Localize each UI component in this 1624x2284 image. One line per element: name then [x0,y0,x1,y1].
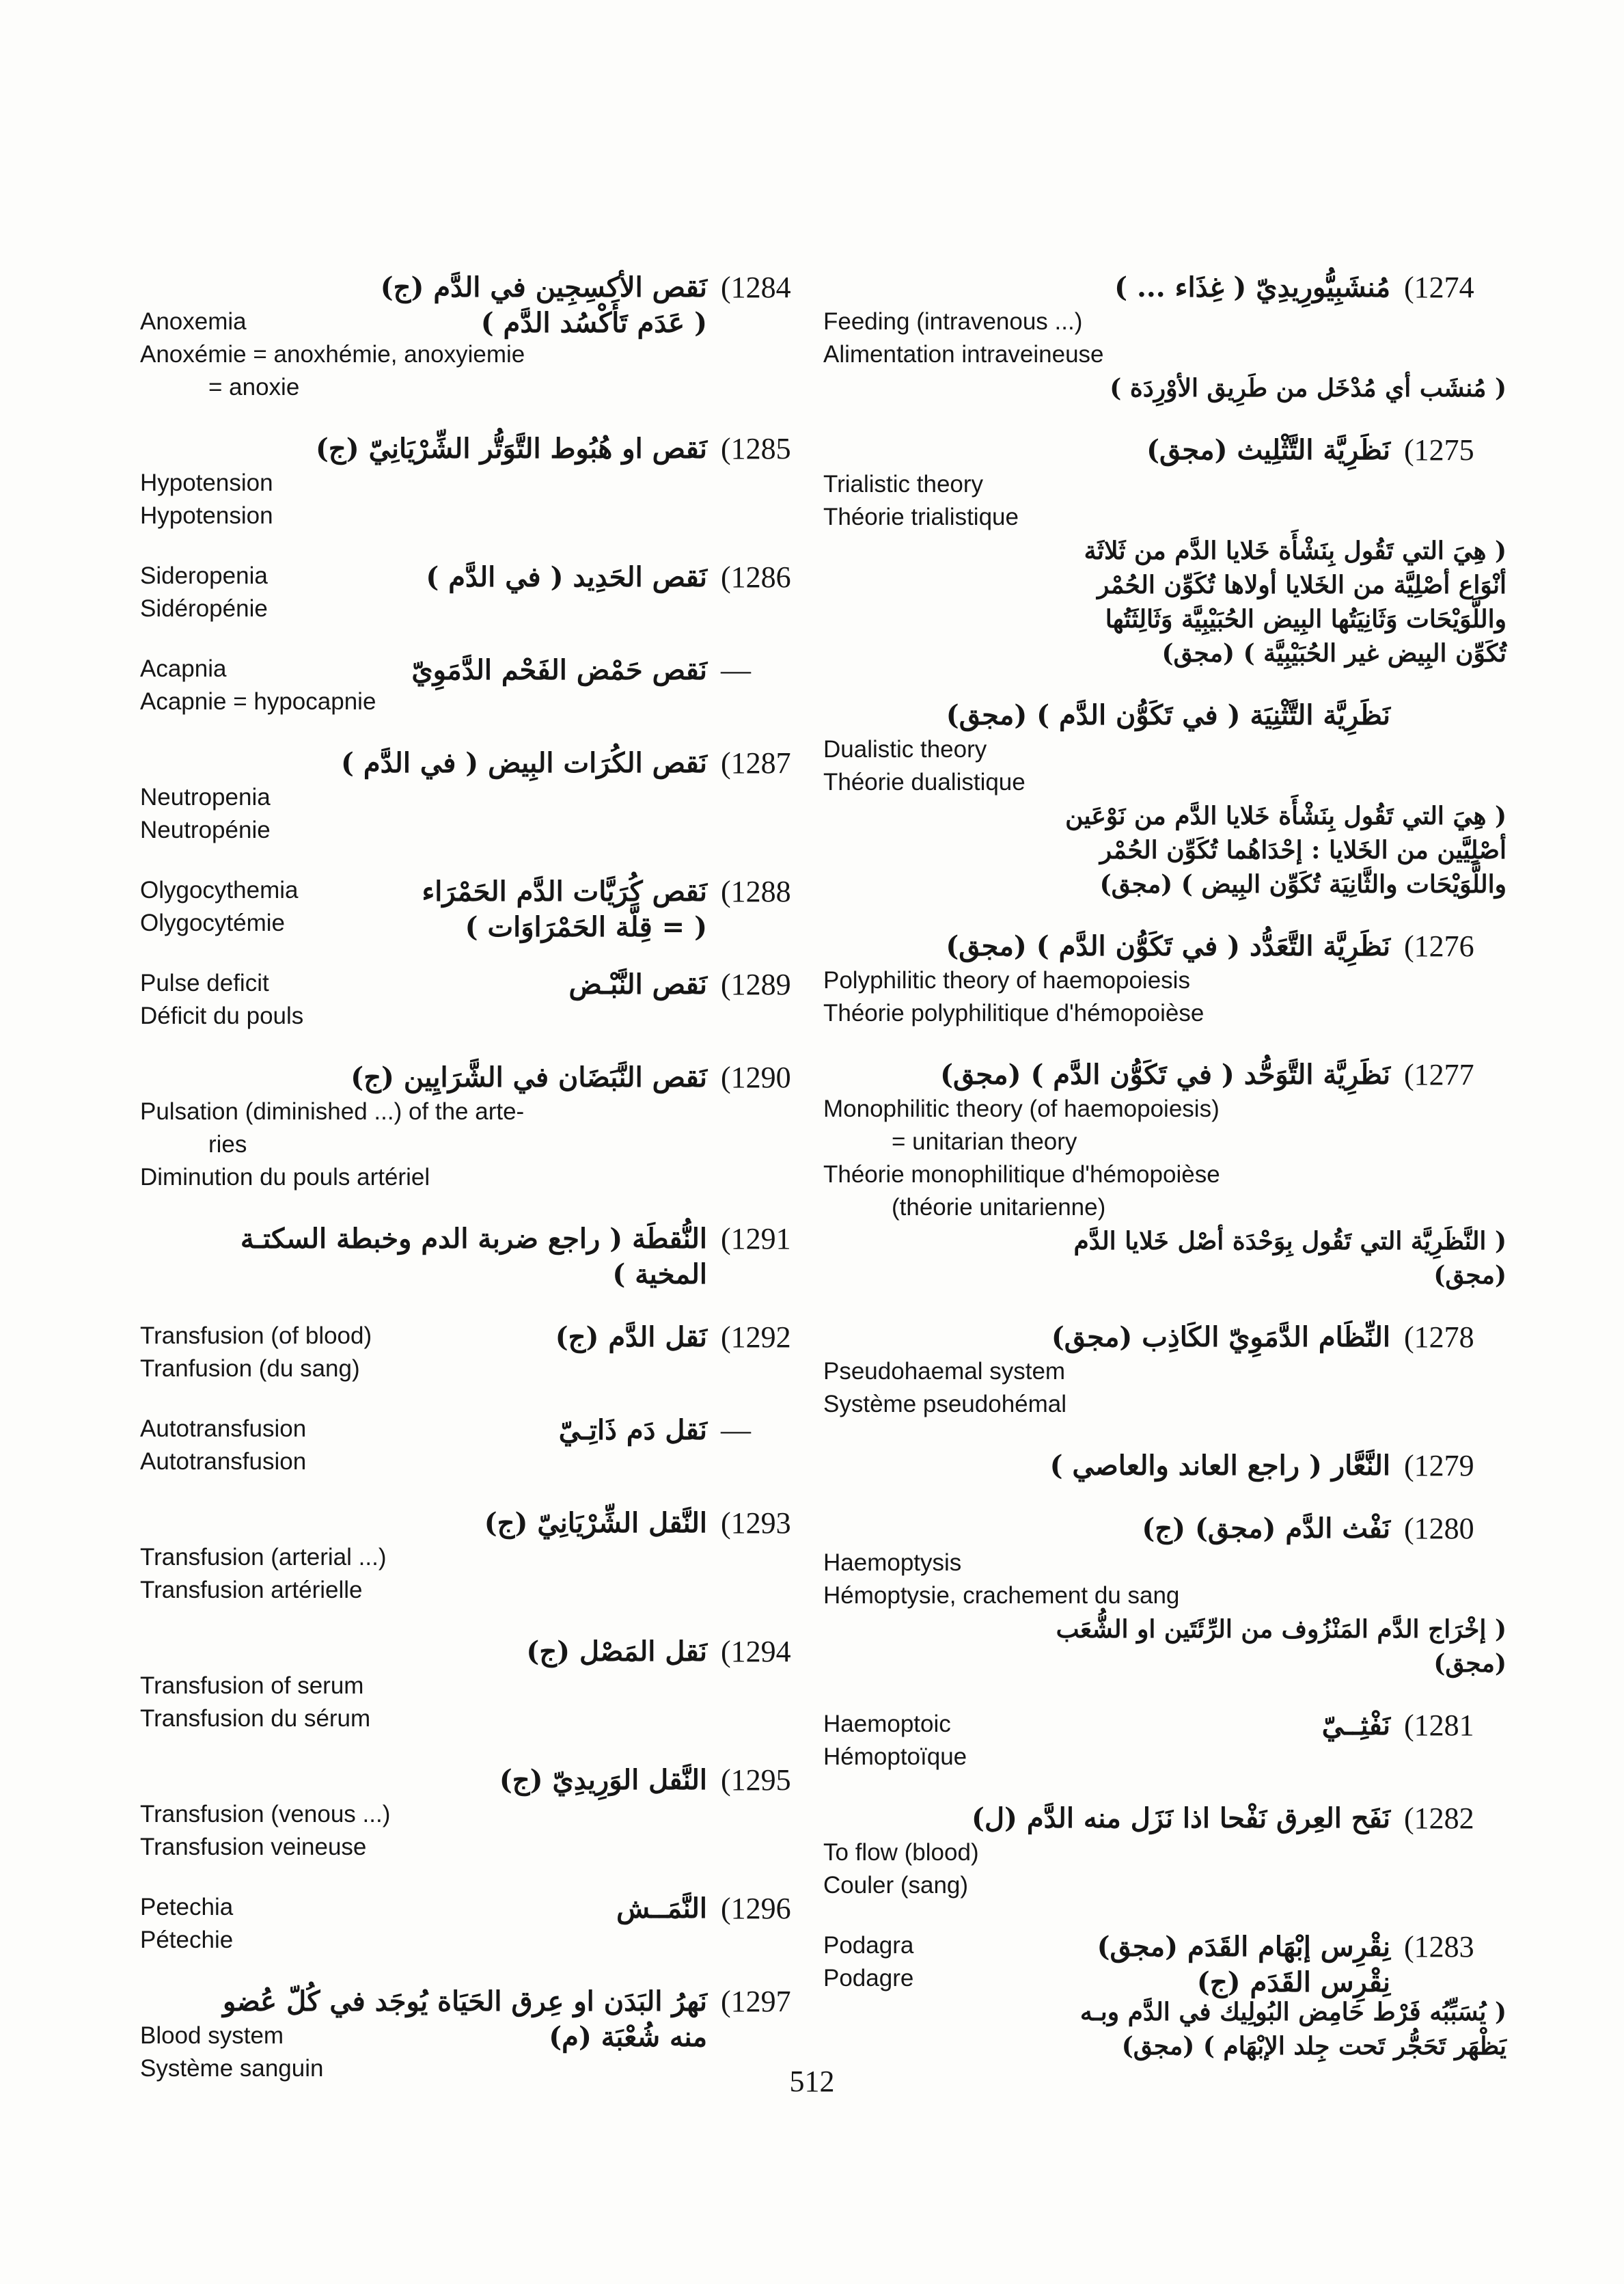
arabic-definition: أنْوَاع أصْلِيَّة من الخَلايا أولاها تُكَوِّن الحُمْر [1097,571,1506,599]
dictionary-entry [823,1320,1506,1421]
latin-term: Olygocythemia [140,877,299,903]
entry-number: (1294 [721,1635,791,1668]
latin-term: Anoxémie = anoxhémie, anoxyiemie [140,341,525,368]
arabic-term: ( عَدَم تَأَكْسُد الدَّم ) [480,307,707,339]
arabic-definition: (مجق) [1433,1261,1506,1290]
latin-term: To flow (blood) [823,1839,979,1866]
entry-body [140,781,823,847]
entry-number: (1293 [721,1506,791,1540]
latin-term: Petechia [140,1894,234,1920]
dictionary-entry [140,1763,823,1864]
latin-term: Couler (sang) [823,1872,969,1899]
entry-number: (1278 [1404,1320,1474,1354]
entry-number: (1297 [721,1985,791,2018]
latin-term: Hémoptysie, crachement du sang [823,1582,1180,1609]
latin-term: Polyphilitic theory of haemopoiesis [823,967,1190,994]
arabic-definition: ( هِيَ التي تَقُول بِنَشْأَة خَلايا الدَّم من ثَلاثَة [1084,536,1506,565]
entry-body [823,964,1506,1030]
latin-term: Feeding (intravenous ...) [823,308,1083,335]
dictionary-entry [140,560,823,625]
latin-term: = anoxie [208,374,300,400]
page-number: 512 [789,2065,835,2098]
arabic-definition: أصْلِيَّين من الخَلايا : إحْدَاهُما تُكَوِّن الحُمْر [1099,836,1506,865]
latin-term: Sidéropénie [140,595,268,622]
arabic-term: نَظَرِيَّة التَّثْلِيث (مجق) [1146,434,1390,466]
entry-body [140,1413,823,1478]
entry-number: (1290 [721,1061,791,1094]
latin-term: Pétechie [140,1927,234,1953]
arabic-term: نَقل دَم ذَاتِـيّ [558,1414,707,1446]
entry-number: (1283 [1404,1930,1474,1963]
latin-term: Théorie monophilitique d'hémopoièse [823,1161,1220,1188]
entry-body [823,733,1506,799]
entry-body [140,1541,823,1607]
arabic-term: نَقص حَمْض الفَحْم الدَّمَوِيّ [411,654,707,686]
entry-number: (1277 [1404,1058,1474,1091]
dictionary-entry [140,1891,823,1957]
dictionary-entry [823,1448,1506,1484]
entry-body [823,1929,1506,1998]
entry-number: (1280 [1404,1512,1474,1545]
latin-term: Théorie dualistique [823,769,1026,796]
entry-number: (1281 [1404,1709,1474,1742]
dictionary-entry [140,1060,823,1194]
latin-term: Déficit du pouls [140,1003,304,1029]
entry-body [140,1891,823,1957]
entry-body [823,468,1506,534]
latin-term: Théorie trialistique [823,504,1019,530]
arabic-term-continued: المخية ) [612,1258,707,1290]
entry-head-row [823,1511,1506,1547]
latin-term: Hémoptoïque [823,1743,967,1770]
entry-head-row [140,1763,823,1798]
dictionary-entry [823,698,1506,901]
entry-number: (1282 [1404,1802,1474,1835]
entry-head-row [140,1634,823,1670]
entry-number: (1275 [1404,433,1474,467]
entry-body [140,305,823,404]
arabic-definition: يَظْهَر تَحَجُّر تَحت جِلد الإبْهَام ) (مجق) [1121,2032,1506,2061]
latin-term: Transfusion veineuse [140,1834,367,1860]
arabic-term: نَفَح العِرق نَفْحا اذا نَزَل منه الدَّم (ل) [972,1802,1390,1834]
arabic-definition: ( هِيَ التي تَقُول بِنَشْأَة خَلايا الدَّم من نَوْعَين [1065,802,1506,830]
arabic-term: نَفْثِــيّ [1321,1709,1390,1741]
latin-term: Anoxemia [140,308,247,335]
latin-term: Autotransfusion [140,1415,307,1442]
latin-term: Tranfusion (du sang) [140,1355,360,1382]
arabic-term: النَّقل الشِّرْيَانِيّ (ج) [484,1507,707,1539]
dictionary-entry [140,874,823,943]
entry-body [823,1547,1506,1612]
dictionary-entry [140,1634,823,1735]
latin-term: ries [208,1131,247,1158]
entry-number: (1296 [721,1892,791,1925]
latin-term: Pulse deficit [140,970,269,996]
latin-term: Transfusion (arterial ...) [140,1544,387,1571]
latin-term: Neutropénie [140,817,271,843]
latin-term: Transfusion du sérum [140,1705,371,1732]
entry-head-row [140,1984,823,2020]
right-column [823,270,1506,2091]
dictionary-entry [823,1057,1506,1292]
arabic-term: مُنشَبِيُّورِيدِيّ ( غِذَاء ... ) [1114,271,1390,303]
entry-head-row [140,1221,823,1292]
latin-term: Dualistic theory [823,736,987,763]
dictionary-entry [140,431,823,532]
latin-term: Acapnia [140,655,227,682]
arabic-term: النِّظَام الدَّمَوِيّ الكَاذِب (مجق) [1051,1321,1390,1353]
arabic-definition: واللَّوَيْحَات وَثَانِيَتُها البِيض الحُبَيْبِيَّة وَثَالِثَتُها [1105,605,1506,634]
entry-head-row [140,431,823,467]
latin-term: Neutropenia [140,784,271,811]
entry-head-row [823,1801,1506,1836]
latin-term: Transfusion (venous ...) [140,1801,391,1827]
entry-head-row [140,270,823,305]
latin-term: Diminution du pouls artériel [140,1164,430,1191]
latin-term: Système sanguin [140,2055,324,2082]
latin-term: Olygocytémie [140,910,286,936]
arabic-term: نَظَرِيَّة التَّعَدُّد ( في تَكَوُّن الدَّم ) (مجق) [946,930,1390,962]
entry-body [823,1836,1506,1902]
arabic-term: النَّقل الوَرِيدِيّ (ج) [499,1764,707,1796]
arabic-term: نَقص او هُبُوط التَّوَتُّر الشِّرْيَانِيّ (ج) [315,433,707,465]
latin-term: Hypotension [140,470,273,496]
arabic-definition: (مجق) [1433,1649,1506,1678]
entry-body [140,467,823,532]
dictionary-entry [140,967,823,1033]
entry-number: (1284 [721,271,791,304]
dictionary-entry [140,270,823,404]
entry-body [140,560,823,625]
entry-head-row [823,433,1506,468]
arabic-term: نَقص الأكسِجِين في الدَّم (ج) [380,271,707,303]
arabic-term: نَهرُ البَدَن او عِرق الحَيَاة يُوجَد في كُلّ عُضو [222,1985,707,2017]
entry-body [140,1670,823,1735]
arabic-term: نَقص النَّبَضَان في الشَّرَايِين (ج) [350,1061,707,1093]
entry-number: (1285 [721,432,791,465]
latin-term: (théorie unitarienne) [892,1194,1106,1221]
latin-term: Acapnie = hypocapnie [140,688,376,715]
latin-term: Haemoptoic [823,1711,951,1737]
arabic-term: النَّعَّار ( راجع العاند والعاصي ) [1049,1450,1390,1482]
entry-body [823,1355,1506,1421]
arabic-definition: ( النَّظَرِيَّة التي تَقُول بِوَحْدَة أصْل خَلايا الدَّم [1073,1227,1506,1255]
entry-number: (1289 [721,968,791,1001]
entry-body [140,1096,823,1194]
latin-term: Hypotension [140,502,273,529]
dictionary-entry [823,270,1506,405]
arabic-definition: ( يُسَبِّبُه فَرْط حَامِض البُولِيك في الدَّم وبـه [1079,1998,1506,2026]
latin-term: Monophilitic theory (of haemopoiesis) [823,1096,1220,1122]
latin-term: Système pseudohémal [823,1391,1067,1417]
arabic-term: منه شُعْبَة (م) [549,2021,707,2053]
arabic-term: نَقل المَصْل (ج) [526,1635,707,1668]
entry-number: (1286 [721,560,791,594]
entry-number: (1295 [721,1763,791,1797]
arabic-term: نَقل الدَّم (ج) [555,1321,707,1353]
arabic-term-alt: نِقْرِس القَدَم (ج) [1196,1966,1390,1998]
entry-body [823,1708,1506,1773]
dictionary-entry [823,1929,1506,2063]
latin-term: Autotransfusion [140,1448,307,1475]
entry-head-row [823,698,1506,733]
arabic-term: نَقص النَّبْـض [568,968,707,1001]
entry-body [140,653,823,718]
latin-term: Théorie polyphilitique d'hémopoièse [823,1000,1205,1027]
entry-body [140,874,823,943]
latin-term: Pulsation (diminished ...) of the arte- [140,1098,525,1125]
dictionary-entry [140,1506,823,1607]
arabic-term: نَظَرِيَّة التَّثْنِيَة ( في تَكَوُّن الدَّم ) (مجق) [946,699,1390,731]
entry-body [823,305,1506,371]
latin-term: Podagre [823,1965,914,1991]
entry-body [140,1798,823,1864]
entry-head-row [823,1448,1506,1484]
arabic-term: نِقْرِس إبْهَام القَدَم (مجق) [1097,1931,1390,1963]
latin-term: = unitarian theory [892,1128,1077,1155]
entry-number: (1274 [1404,271,1474,304]
latin-term: Trialistic theory [823,471,984,498]
entry-number: (1276 [1404,929,1474,963]
entry-number: (1288 [721,875,791,908]
dictionary-entry [140,653,823,718]
entry-head-row [140,746,823,781]
latin-term: Podagra [823,1932,914,1959]
dictionary-entry [823,1801,1506,1902]
arabic-term: نَقص الحَدِيد ( في الدَّم ) [426,561,707,593]
entry-head-row [823,1320,1506,1355]
entry-number: (1292 [721,1320,791,1354]
entry-head-row [823,1057,1506,1093]
latin-term: Transfusion artérielle [140,1577,363,1603]
dictionary-entry [823,1511,1506,1681]
arabic-definition: ( إخْرَاج الدَّم المَنْزُوف من الرِّئَتَين او الشُّعَب [1056,1615,1506,1644]
latin-term: Transfusion of serum [140,1672,364,1699]
entry-body [823,1093,1506,1224]
dictionary-entry [140,1221,823,1292]
latin-term: Haemoptysis [823,1549,962,1576]
arabic-definition: ( مُنشَب أي مُدْخَل من طَرِيق الأوْرِدَة ) [1110,374,1506,403]
entry-number: — [721,1413,751,1447]
arabic-term: نَقص كُرَيَّات الدَّم الحَمْرَاء [422,875,707,908]
arabic-term: نَفْث الدَّم (مجق) (ج) [1142,1512,1390,1545]
left-column [140,270,823,2112]
entry-head-row [823,270,1506,305]
entry-body [140,1320,823,1385]
entry-number: — [721,653,751,687]
dictionary-entry [140,1320,823,1385]
entry-number: (1279 [1404,1449,1474,1482]
arabic-term: نَظَرِيَّة التَّوَحُّد ( في تَكَوُّن الدَّم ) (مجق) [940,1059,1390,1091]
entry-body [140,967,823,1033]
latin-term: Pseudohaemal system [823,1358,1066,1385]
latin-term: Sideropenia [140,562,268,589]
dictionary-entry [823,433,1506,670]
latin-term: Blood system [140,2022,284,2049]
arabic-definition: تُكَوِّن البِيض غير الحُبَيْبِيَّة ) (مجق) [1161,639,1506,668]
entry-number: (1287 [721,746,791,780]
arabic-term: النَّمَــش [616,1892,707,1925]
dictionary-entry [140,746,823,847]
dictionary-entry [823,929,1506,1030]
entry-head-row [140,1060,823,1096]
latin-term: Alimentation intraveineuse [823,341,1104,368]
arabic-term-alt: ( = قِلَّة الحَمْرَاوَات ) [465,911,707,943]
entry-head-row [823,929,1506,964]
entry-head-row [140,1506,823,1541]
arabic-definition: واللَّوَيْحَات والثَّانِيَة تُكَوِّن البِيض ) (مجق) [1099,870,1506,899]
dictionary-entry [140,1413,823,1478]
arabic-term: نَقص الكُرَات البِيض ( في الدَّم ) [341,747,707,779]
latin-term: Transfusion (of blood) [140,1322,372,1349]
arabic-term: النُّقطَة ( راجع ضربة الدم وخبطة السكتـة [240,1223,707,1255]
entry-number: (1291 [721,1222,791,1255]
dictionary-entry [823,1708,1506,1773]
